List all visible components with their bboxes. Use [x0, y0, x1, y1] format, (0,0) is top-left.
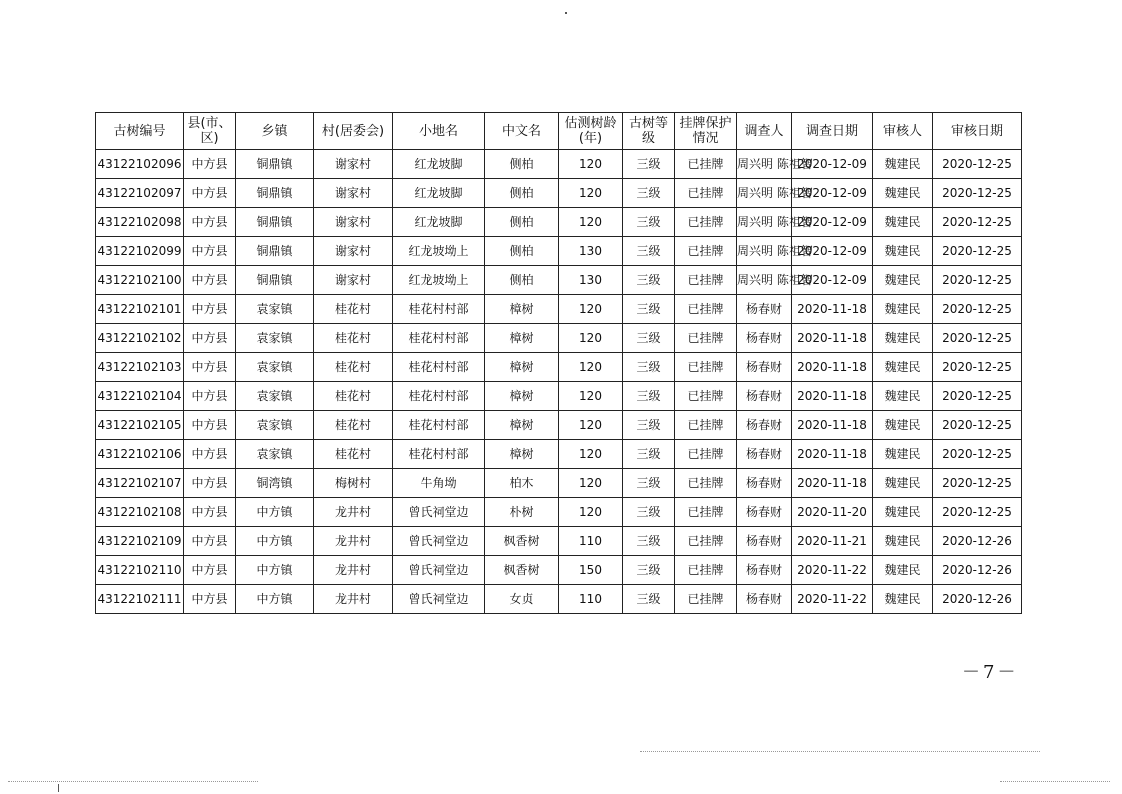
cell-species: 枫香树: [485, 527, 559, 556]
scan-noise-line: [8, 781, 258, 782]
cell-village: 桂花村: [314, 324, 393, 353]
cell-surveyor: 杨春财: [737, 411, 792, 440]
cell-county: 中方县: [184, 150, 236, 179]
cell-id: 43122102103: [96, 353, 184, 382]
cell-town: 中方镇: [236, 556, 314, 585]
cell-age: 120: [559, 324, 623, 353]
table-row: [96, 440, 1022, 469]
table-row: [96, 179, 1022, 208]
cell-surveyor: 杨春财: [737, 469, 792, 498]
cell-county: 中方县: [184, 411, 236, 440]
cell-town: 袁家镇: [236, 295, 314, 324]
cell-village: 谢家村: [314, 150, 393, 179]
cell-review-date: 2020-12-26: [933, 585, 1022, 614]
cell-id: 43122102098: [96, 208, 184, 237]
cell-id: 43122102109: [96, 527, 184, 556]
cell-age: 120: [559, 179, 623, 208]
cell-species: 樟树: [485, 382, 559, 411]
cell-village: 龙井村: [314, 498, 393, 527]
cell-surveyor: 周兴明 陈祖智: [737, 150, 792, 179]
cell-village: 谢家村: [314, 208, 393, 237]
cell-id: 43122102110: [96, 556, 184, 585]
cell-review-date: 2020-12-25: [933, 469, 1022, 498]
header-cell: 调查日期: [792, 113, 873, 150]
cell-species: 侧柏: [485, 208, 559, 237]
page-number: －7－: [962, 662, 1019, 683]
cell-grade: 三级: [623, 295, 675, 324]
cell-village: 桂花村: [314, 440, 393, 469]
cell-id: 43122102108: [96, 498, 184, 527]
header-cell: 古树编号: [96, 113, 184, 150]
cell-survey-date: 2020-11-18: [792, 382, 873, 411]
cell-village: 谢家村: [314, 266, 393, 295]
cell-age: 130: [559, 237, 623, 266]
cell-review-date: 2020-12-26: [933, 556, 1022, 585]
cell-town: 袁家镇: [236, 411, 314, 440]
cell-place: 曾氏祠堂边: [393, 527, 485, 556]
cell-place: 桂花村村部: [393, 411, 485, 440]
cell-id: 43122102099: [96, 237, 184, 266]
cell-age: 120: [559, 411, 623, 440]
cell-species: 樟树: [485, 440, 559, 469]
cell-place: 曾氏祠堂边: [393, 556, 485, 585]
cell-review-date: 2020-12-25: [933, 150, 1022, 179]
cell-place: 桂花村村部: [393, 440, 485, 469]
cell-plaque: 已挂牌: [675, 498, 737, 527]
cell-reviewer: 魏建民: [873, 208, 933, 237]
table-row: [96, 150, 1022, 179]
table-row: [96, 411, 1022, 440]
cell-id: 43122102111: [96, 585, 184, 614]
cell-survey-date: 2020-12-09: [792, 237, 873, 266]
cell-grade: 三级: [623, 585, 675, 614]
cell-species: 枫香树: [485, 556, 559, 585]
cell-id: 43122102102: [96, 324, 184, 353]
cell-town: 中方镇: [236, 585, 314, 614]
cell-id: 43122102096: [96, 150, 184, 179]
cell-plaque: 已挂牌: [675, 266, 737, 295]
cell-plaque: 已挂牌: [675, 469, 737, 498]
cell-village: 桂花村: [314, 411, 393, 440]
cell-place: 红龙坡坳上: [393, 266, 485, 295]
cell-village: 桂花村: [314, 382, 393, 411]
cell-age: 120: [559, 469, 623, 498]
cell-grade: 三级: [623, 498, 675, 527]
cell-review-date: 2020-12-25: [933, 498, 1022, 527]
ancient-tree-table: [95, 112, 1022, 614]
cell-review-date: 2020-12-26: [933, 527, 1022, 556]
cell-grade: 三级: [623, 440, 675, 469]
cell-town: 中方镇: [236, 527, 314, 556]
table-row: [96, 266, 1022, 295]
cell-town: 铜湾镇: [236, 469, 314, 498]
table-row: [96, 353, 1022, 382]
cell-survey-date: 2020-11-18: [792, 324, 873, 353]
cell-review-date: 2020-12-25: [933, 324, 1022, 353]
header-cell: 审核人: [873, 113, 933, 150]
cell-species: 侧柏: [485, 179, 559, 208]
cell-place: 红龙坡脚: [393, 179, 485, 208]
cell-survey-date: 2020-11-18: [792, 295, 873, 324]
cell-id: 43122102097: [96, 179, 184, 208]
table-row: [96, 208, 1022, 237]
cell-surveyor: 周兴明 陈祖智: [737, 266, 792, 295]
cell-reviewer: 魏建民: [873, 469, 933, 498]
cell-county: 中方县: [184, 324, 236, 353]
scan-noise-line: [1000, 781, 1110, 782]
cell-reviewer: 魏建民: [873, 353, 933, 382]
header-cell: 乡镇: [236, 113, 314, 150]
table-row: [96, 498, 1022, 527]
cell-age: 120: [559, 353, 623, 382]
cell-reviewer: 魏建民: [873, 295, 933, 324]
cell-county: 中方县: [184, 208, 236, 237]
cell-plaque: 已挂牌: [675, 556, 737, 585]
cell-grade: 三级: [623, 353, 675, 382]
header-cell: 中文名: [485, 113, 559, 150]
cell-surveyor: 杨春财: [737, 498, 792, 527]
cell-town: 袁家镇: [236, 324, 314, 353]
cell-county: 中方县: [184, 237, 236, 266]
cell-id: 43122102101: [96, 295, 184, 324]
header-cell: 估测树龄(年): [559, 113, 623, 150]
cell-surveyor: 杨春财: [737, 353, 792, 382]
cell-survey-date: 2020-12-09: [792, 179, 873, 208]
cell-surveyor: 周兴明 陈祖智: [737, 208, 792, 237]
cell-species: 樟树: [485, 411, 559, 440]
cell-village: 龙井村: [314, 556, 393, 585]
cell-age: 120: [559, 382, 623, 411]
cell-age: 120: [559, 440, 623, 469]
cell-county: 中方县: [184, 179, 236, 208]
cell-reviewer: 魏建民: [873, 266, 933, 295]
cell-review-date: 2020-12-25: [933, 411, 1022, 440]
header-cell: 小地名: [393, 113, 485, 150]
cell-county: 中方县: [184, 585, 236, 614]
cell-town: 铜鼎镇: [236, 179, 314, 208]
cell-county: 中方县: [184, 353, 236, 382]
cell-town: 袁家镇: [236, 353, 314, 382]
table-row: [96, 237, 1022, 266]
cell-survey-date: 2020-11-21: [792, 527, 873, 556]
cell-town: 铜鼎镇: [236, 208, 314, 237]
cell-town: 铜鼎镇: [236, 266, 314, 295]
cell-place: 曾氏祠堂边: [393, 498, 485, 527]
cell-survey-date: 2020-11-18: [792, 353, 873, 382]
cell-survey-date: 2020-11-20: [792, 498, 873, 527]
cell-id: 43122102106: [96, 440, 184, 469]
table-body: [96, 150, 1022, 614]
cell-town: 铜鼎镇: [236, 150, 314, 179]
cell-village: 谢家村: [314, 237, 393, 266]
cell-reviewer: 魏建民: [873, 440, 933, 469]
cell-reviewer: 魏建民: [873, 150, 933, 179]
cell-surveyor: 杨春财: [737, 527, 792, 556]
cell-age: 120: [559, 150, 623, 179]
cell-place: 桂花村村部: [393, 382, 485, 411]
cell-plaque: 已挂牌: [675, 237, 737, 266]
scan-speck: [565, 12, 567, 14]
cell-village: 谢家村: [314, 179, 393, 208]
cell-reviewer: 魏建民: [873, 382, 933, 411]
cell-species: 侧柏: [485, 150, 559, 179]
cell-plaque: 已挂牌: [675, 411, 737, 440]
cell-town: 袁家镇: [236, 440, 314, 469]
cell-village: 桂花村: [314, 295, 393, 324]
cell-grade: 三级: [623, 411, 675, 440]
cell-county: 中方县: [184, 556, 236, 585]
cell-survey-date: 2020-11-22: [792, 585, 873, 614]
cell-review-date: 2020-12-25: [933, 208, 1022, 237]
cell-species: 侧柏: [485, 266, 559, 295]
cell-town: 袁家镇: [236, 382, 314, 411]
cell-species: 樟树: [485, 324, 559, 353]
header-cell: 调查人: [737, 113, 792, 150]
cell-town: 铜鼎镇: [236, 237, 314, 266]
cell-age: 110: [559, 585, 623, 614]
cell-surveyor: 杨春财: [737, 556, 792, 585]
header-cell: 古树等级: [623, 113, 675, 150]
cell-place: 桂花村村部: [393, 353, 485, 382]
cell-species: 侧柏: [485, 237, 559, 266]
cell-species: 樟树: [485, 353, 559, 382]
cell-reviewer: 魏建民: [873, 498, 933, 527]
cell-grade: 三级: [623, 208, 675, 237]
cell-age: 110: [559, 527, 623, 556]
cell-plaque: 已挂牌: [675, 440, 737, 469]
cell-surveyor: 杨春财: [737, 295, 792, 324]
cell-plaque: 已挂牌: [675, 150, 737, 179]
cell-grade: 三级: [623, 556, 675, 585]
cell-plaque: 已挂牌: [675, 324, 737, 353]
cell-county: 中方县: [184, 498, 236, 527]
cell-place: 桂花村村部: [393, 324, 485, 353]
cell-plaque: 已挂牌: [675, 382, 737, 411]
cell-survey-date: 2020-11-22: [792, 556, 873, 585]
header-cell: 县(市、区): [184, 113, 236, 150]
cell-county: 中方县: [184, 440, 236, 469]
table-row: [96, 585, 1022, 614]
cell-grade: 三级: [623, 382, 675, 411]
cell-surveyor: 周兴明 陈祖智: [737, 237, 792, 266]
table-header-row: [96, 113, 1022, 150]
cell-village: 龙井村: [314, 527, 393, 556]
cell-age: 120: [559, 295, 623, 324]
table-row: [96, 469, 1022, 498]
table-row: [96, 527, 1022, 556]
cell-age: 130: [559, 266, 623, 295]
header-cell: 挂牌保护情况: [675, 113, 737, 150]
cell-review-date: 2020-12-25: [933, 382, 1022, 411]
cell-place: 牛角坳: [393, 469, 485, 498]
table-row: [96, 324, 1022, 353]
cell-age: 120: [559, 208, 623, 237]
cell-age: 120: [559, 498, 623, 527]
cell-county: 中方县: [184, 382, 236, 411]
cell-review-date: 2020-12-25: [933, 353, 1022, 382]
cell-species: 柏木: [485, 469, 559, 498]
cell-surveyor: 杨春财: [737, 440, 792, 469]
cell-plaque: 已挂牌: [675, 179, 737, 208]
cell-surveyor: 杨春财: [737, 382, 792, 411]
cell-reviewer: 魏建民: [873, 324, 933, 353]
cell-plaque: 已挂牌: [675, 208, 737, 237]
cell-reviewer: 魏建民: [873, 556, 933, 585]
scan-speck: [58, 784, 59, 792]
cell-county: 中方县: [184, 295, 236, 324]
cell-town: 中方镇: [236, 498, 314, 527]
cell-reviewer: 魏建民: [873, 527, 933, 556]
cell-survey-date: 2020-12-09: [792, 208, 873, 237]
cell-plaque: 已挂牌: [675, 295, 737, 324]
cell-survey-date: 2020-11-18: [792, 411, 873, 440]
cell-surveyor: 杨春财: [737, 324, 792, 353]
cell-reviewer: 魏建民: [873, 237, 933, 266]
cell-grade: 三级: [623, 179, 675, 208]
cell-grade: 三级: [623, 527, 675, 556]
cell-grade: 三级: [623, 237, 675, 266]
cell-species: 女贞: [485, 585, 559, 614]
cell-review-date: 2020-12-25: [933, 295, 1022, 324]
header-cell: 审核日期: [933, 113, 1022, 150]
cell-id: 43122102100: [96, 266, 184, 295]
cell-review-date: 2020-12-25: [933, 440, 1022, 469]
table-row: [96, 295, 1022, 324]
cell-plaque: 已挂牌: [675, 527, 737, 556]
cell-county: 中方县: [184, 527, 236, 556]
table-row: [96, 382, 1022, 411]
cell-id: 43122102104: [96, 382, 184, 411]
cell-reviewer: 魏建民: [873, 585, 933, 614]
cell-place: 红龙坡脚: [393, 150, 485, 179]
header-cell: 村(居委会): [314, 113, 393, 150]
cell-review-date: 2020-12-25: [933, 266, 1022, 295]
cell-review-date: 2020-12-25: [933, 179, 1022, 208]
cell-age: 150: [559, 556, 623, 585]
cell-id: 43122102107: [96, 469, 184, 498]
cell-village: 龙井村: [314, 585, 393, 614]
cell-grade: 三级: [623, 150, 675, 179]
cell-village: 桂花村: [314, 353, 393, 382]
cell-survey-date: 2020-12-09: [792, 266, 873, 295]
cell-survey-date: 2020-12-09: [792, 150, 873, 179]
cell-id: 43122102105: [96, 411, 184, 440]
cell-species: 朴树: [485, 498, 559, 527]
cell-village: 梅树村: [314, 469, 393, 498]
cell-reviewer: 魏建民: [873, 411, 933, 440]
cell-place: 红龙坡坳上: [393, 237, 485, 266]
cell-county: 中方县: [184, 266, 236, 295]
cell-surveyor: 周兴明 陈祖智: [737, 179, 792, 208]
cell-survey-date: 2020-11-18: [792, 469, 873, 498]
cell-surveyor: 杨春财: [737, 585, 792, 614]
cell-grade: 三级: [623, 469, 675, 498]
cell-plaque: 已挂牌: [675, 353, 737, 382]
cell-county: 中方县: [184, 469, 236, 498]
cell-plaque: 已挂牌: [675, 585, 737, 614]
cell-grade: 三级: [623, 266, 675, 295]
table-row: [96, 556, 1022, 585]
cell-place: 桂花村村部: [393, 295, 485, 324]
cell-grade: 三级: [623, 324, 675, 353]
cell-place: 红龙坡脚: [393, 208, 485, 237]
cell-survey-date: 2020-11-18: [792, 440, 873, 469]
cell-reviewer: 魏建民: [873, 179, 933, 208]
cell-review-date: 2020-12-25: [933, 237, 1022, 266]
cell-species: 樟树: [485, 295, 559, 324]
scan-noise-line: [640, 751, 1040, 752]
cell-place: 曾氏祠堂边: [393, 585, 485, 614]
